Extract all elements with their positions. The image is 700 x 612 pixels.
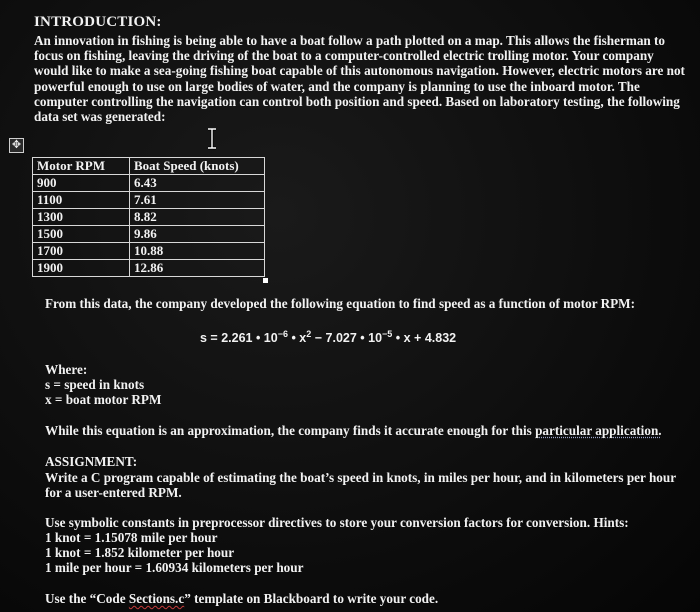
table-cell-rpm: 1700 xyxy=(33,243,130,260)
table-row xyxy=(33,209,265,226)
table-resize-handle[interactable] xyxy=(263,278,268,283)
hint-knot-mph: 1 knot = 1.15078 mile per hour xyxy=(45,530,218,545)
where-x-definition: x = boat motor RPM xyxy=(45,392,162,407)
table-cell-rpm: 1900 xyxy=(33,260,130,277)
table-header-row xyxy=(33,158,265,175)
table-move-handle-icon[interactable]: ✥ xyxy=(9,138,24,153)
table-cell-rpm: 1300 xyxy=(33,209,130,226)
equation-part: • x xyxy=(287,331,307,345)
speed-equation xyxy=(200,329,456,345)
where-s-definition: s = speed in knots xyxy=(45,377,145,392)
footer-instruction xyxy=(45,591,438,606)
table-cell-speed: 10.88 xyxy=(130,243,265,260)
assignment-line-1: Write a C program capable of estimating the boat’s speed in knots, in miles per hour, and in kilometers per hour xyxy=(45,470,677,485)
table-cell-speed: 6.43 xyxy=(130,175,265,192)
after-table-text: From this data, the company developed the following equation to find speed as a function of motor RPM: xyxy=(45,296,636,311)
table-cell-speed: 12.86 xyxy=(130,260,265,277)
hints-intro: Use symbolic constants in preprocessor directives to store your conversion factors for conversion. Hints: xyxy=(45,515,629,530)
equation-part: s = 2.261 • 10 xyxy=(200,331,278,345)
table-cell-speed: 9.86 xyxy=(130,226,265,243)
table-row xyxy=(33,260,265,277)
assignment-line-2: for a user-entered RPM. xyxy=(45,485,182,500)
spellcheck-word[interactable]: Sections.c xyxy=(128,591,185,606)
equation-part: • x + 4.832 xyxy=(392,331,457,345)
table-row xyxy=(33,226,265,243)
text-cursor-icon xyxy=(206,128,218,152)
where-label: Where: xyxy=(45,362,88,377)
hint-mph-kph: 1 mile per hour = 1.60934 kilometers per hour xyxy=(45,560,304,575)
equation-exponent: −5 xyxy=(382,329,393,339)
header-boat-speed: Boat Speed (knots) xyxy=(130,158,265,175)
introduction-heading: INTRODUCTION: xyxy=(34,14,162,30)
table-cell-speed: 7.61 xyxy=(130,192,265,209)
approximation-text xyxy=(45,423,662,438)
footer-text-part: ” template on Blackboard to write your code. xyxy=(184,591,439,606)
introduction-paragraph: An innovation in fishing is being able to have a boat follow a path plotted on a map. This allows the fisherman to focus on fishing, leaving the driving of the boat to a computer-controlled electric trolling motor. Your company would like to make a sea-going fishing boat capable of this autonomous navigation. However, electric motors are not powerful enough to use on large bodies of water, and the company is planning to use the inboard motor. The computer controlling the navigation can control both position and speed. Based on laboratory testing, the following data set was generated: xyxy=(34,33,685,125)
particular-application-link[interactable]: particular application. xyxy=(535,423,662,438)
assignment-heading: ASSIGNMENT: xyxy=(45,454,138,469)
table-cell-rpm: 1100 xyxy=(33,192,130,209)
approximation-text-part: While this equation is an approximation, the company finds it accurate enough for this xyxy=(45,423,536,438)
table-cell-rpm: 1500 xyxy=(33,226,130,243)
equation-part: − 7.027 • 10 xyxy=(311,331,383,345)
rpm-speed-table xyxy=(32,157,265,277)
table-cell-speed: 8.82 xyxy=(130,209,265,226)
header-motor-rpm: Motor RPM xyxy=(33,158,130,175)
table-cell-rpm: 900 xyxy=(33,175,130,192)
hint-knot-kph: 1 knot = 1.852 kilometer per hour xyxy=(45,545,235,560)
table-row xyxy=(33,175,265,192)
equation-exponent: 2 xyxy=(306,329,312,339)
table-row xyxy=(33,192,265,209)
footer-text-part: Use the “Code xyxy=(45,591,129,606)
equation-exponent: −6 xyxy=(277,329,288,339)
table-row xyxy=(33,243,265,260)
